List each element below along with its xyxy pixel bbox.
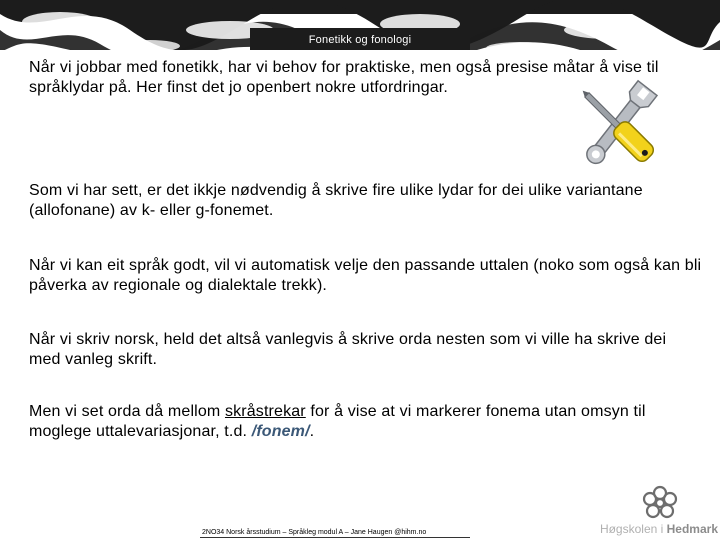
paragraph-uttale: Når vi kan eit språk godt, vil vi automatisk velje den passande uttalen (noko som også kan bli påverka av regionale og dialektale trekk). [29,257,702,294]
footer-course-text: 2NO34 Norsk årsstudium – Språkleg modul A – Jane Haugen @hihm.no [202,529,427,536]
fonem-example: /fonem/ [251,423,310,440]
footer-divider [200,537,470,538]
college-name [600,522,718,536]
tools-icon [558,78,678,174]
hihm-logo-icon [640,484,680,522]
skrastrekar-link[interactable]: skråstrekar [224,403,306,420]
paragraph-skrastrekar [29,402,709,442]
slide-title: Fonetikk og fonologi [308,34,412,46]
p5-text-middle: for å vise at vi markerer fonema utan omsyn til moglege uttalevariasjonar, t.d. [29,403,646,440]
p5-text-after: . [309,423,315,440]
paragraph-allofonar: Som vi har sett, er det ikkje nødvendig å skrive fire ulike lydar for dei ulike variantane (allofonane) av k- eller g-fonemet. [29,182,643,219]
p5-text-before: Men vi set orda då mellom [29,403,225,420]
paragraph-intro: Når vi jobbar med fonetikk, har vi behov for praktiske, men også presise måtar å vise til språklydar på. Her finst det jo openbert nokre utfordringar. [29,59,659,96]
college-name-bold: Hedmark [666,522,718,536]
paragraph-skriv-norsk: Når vi skriv norsk, held det altså vanlegvis å skrive orda nesten som vi ville ha skrive dei med vanleg skrift. [29,331,667,368]
college-prefix: Høgskolen i [599,522,667,536]
